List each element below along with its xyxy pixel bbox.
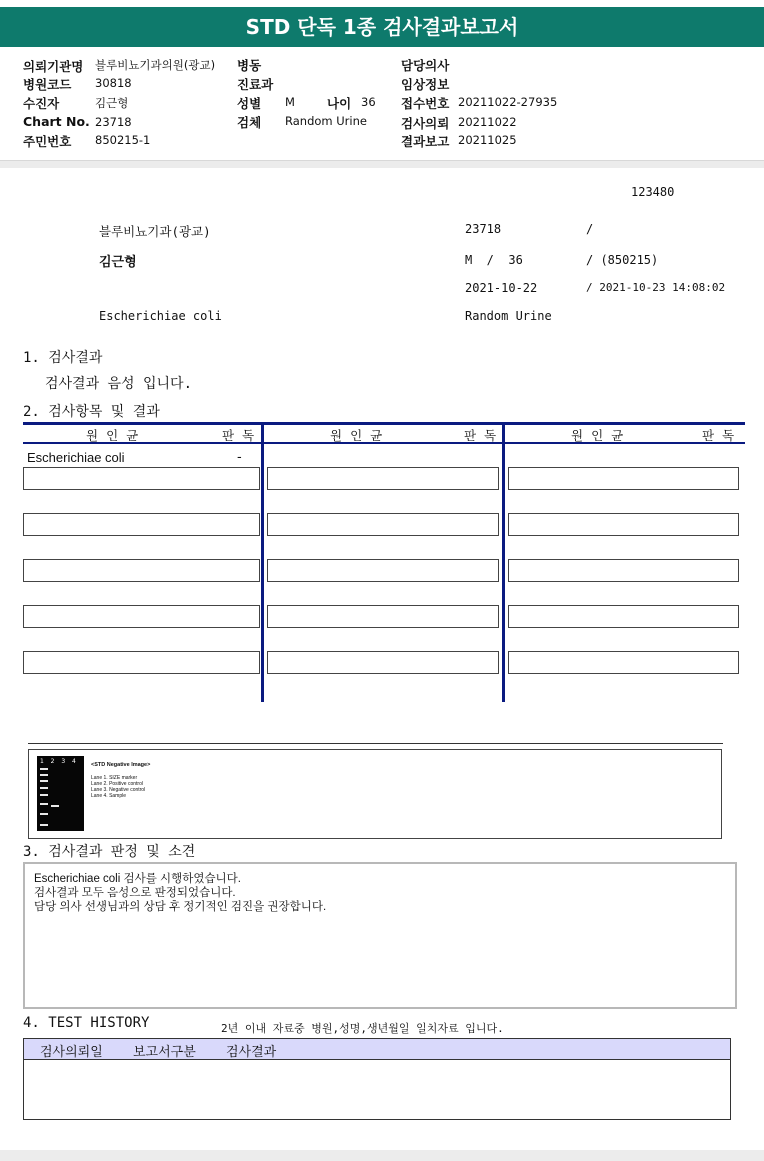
header-ssn-value: 850215-1: [95, 133, 151, 147]
header-col1-label-1: 병원코드: [23, 77, 72, 92]
history-header-date: 검사의뢰일: [23, 1038, 128, 1060]
empty-cell: [23, 651, 260, 674]
header-hospital-code-value: 30818: [95, 76, 132, 90]
summary-sex-age: M / 36: [465, 253, 523, 267]
header-patient-value: 김근형: [95, 96, 129, 110]
col-judgement-3: 판독: [702, 428, 743, 443]
header-col2-label-1: 진료과: [237, 77, 274, 92]
section1-title: 1. 검사결과: [23, 350, 103, 366]
header-receipt-value: 20211022-27935: [458, 95, 558, 109]
gel-marker-band: [40, 803, 48, 805]
empty-cell: [23, 467, 260, 490]
gel-marker-band: [40, 794, 48, 796]
section2-title: 2. 검사항목 및 결과: [23, 404, 160, 420]
gel-image: [37, 756, 84, 831]
header-chart-value: 23718: [95, 115, 132, 129]
gel-legend-item: Lane 1. SIZE marker: [91, 775, 138, 781]
header-col2-label-0: 병동: [237, 58, 262, 73]
empty-cell: [23, 605, 260, 628]
opinion-box: [23, 862, 737, 1009]
empty-cell: [508, 513, 739, 536]
empty-cell: [267, 513, 499, 536]
header-col2-label-2: 성별: [237, 96, 262, 111]
gel-legend-item: Lane 4. Sample: [91, 793, 127, 799]
gel-lane-numbers: 1 2 3 4: [40, 758, 77, 765]
header-report-value: 20211025: [458, 133, 517, 147]
col-pathogen-1: 원인균: [86, 428, 147, 443]
header-col1-row-0: 의뢰기관명: [23, 59, 84, 74]
section1-text: 검사결과 음성 입니다.: [45, 376, 193, 392]
empty-cell: [508, 467, 739, 490]
header-col3-label-4: 결과보고: [401, 134, 450, 149]
empty-cell: [508, 605, 739, 628]
header-col1-label-2: 수진자: [23, 96, 60, 111]
header-hospital-value: 블루비뇨기과의원(광교): [95, 58, 216, 72]
row-pathogen-result: -: [237, 450, 242, 465]
col-judgement-1: 판독: [222, 428, 263, 443]
header-age-value: 36: [361, 95, 376, 109]
summary-birth: / (850215): [586, 253, 659, 267]
opinion-line: Escherichiae coli 검사를 시행하였습니다.: [34, 873, 241, 885]
empty-cell: [267, 651, 499, 674]
opinion-line: 담당 의사 선생님과의 상담 후 정기적인 검진을 권장합니다.: [34, 901, 327, 913]
gel-legend-item: Lane 3. Negative control: [91, 787, 146, 793]
header-col1-label-3: Chart No.: [23, 114, 90, 129]
empty-cell: [267, 559, 499, 582]
row-pathogen-name: Escherichiae coli: [27, 450, 125, 465]
summary-chart: 23718: [465, 222, 502, 236]
table-divider-1: [261, 422, 264, 702]
summary-organism: Escherichiae coli: [99, 309, 222, 323]
header-age-label: 나이: [327, 96, 352, 111]
table-top-rule: [23, 422, 745, 425]
empty-cell: [508, 559, 739, 582]
gel-marker-band: [40, 787, 48, 789]
gel-legend: [91, 775, 145, 799]
summary-code: 123480: [631, 185, 675, 199]
report-title: STD 단독 1종 검사결과보고서: [0, 7, 764, 47]
section4-title: 4. TEST HISTORY: [23, 1015, 150, 1031]
summary-date-request: 2021-10-22: [465, 281, 538, 295]
footer-bar: [0, 1150, 764, 1161]
gel-legend-item: Lane 2. Positive control: [91, 781, 143, 787]
empty-cell: [23, 513, 260, 536]
history-cell: [217, 1060, 731, 1120]
header-request-value: 20211022: [458, 115, 517, 129]
gel-image-frame: [28, 749, 722, 839]
gel-caption-title: <STD Negative Image>: [91, 762, 151, 768]
col-pathogen-3: 원인균: [571, 428, 632, 443]
summary-specimen: Random Urine: [465, 309, 552, 323]
opinion-text: [34, 872, 326, 914]
section3-title: 3. 검사결과 판정 및 소견: [23, 844, 196, 860]
header-col3-label-1: 임상정보: [401, 77, 450, 92]
history-header-type: 보고서구분: [127, 1038, 218, 1060]
gel-positive-band: [51, 805, 59, 807]
header-specimen-value: Random Urine: [285, 114, 367, 128]
header-col3-label-0: 담당의사: [401, 58, 450, 73]
empty-cell: [23, 559, 260, 582]
summary-date-report: / 2021-10-23 14:08:02: [586, 281, 726, 294]
header-col1-label-4: 주민번호: [23, 134, 72, 149]
opinion-line: 검사결과 모두 음성으로 판정되었습니다.: [34, 887, 236, 899]
summary-hospital: 블루비뇨기과(광교): [99, 224, 211, 239]
empty-cell: [267, 467, 499, 490]
header-col3-label-2: 접수번호: [401, 96, 450, 111]
history-cell: [23, 1060, 128, 1120]
gel-marker-band: [40, 780, 48, 782]
history-cell: [127, 1060, 218, 1120]
col-judgement-2: 판독: [464, 428, 505, 443]
gel-marker-band: [40, 813, 48, 815]
header-col3-label-3: 검사의뢰: [401, 116, 450, 131]
section4-note: 2년 이내 자료중 병원,성명,생년월일 일치자료 입니다.: [221, 1022, 504, 1035]
header-col2-label-3: 검체: [237, 115, 262, 130]
gel-marker-band: [40, 768, 48, 770]
col-pathogen-2: 원인균: [330, 428, 391, 443]
gel-marker-band: [40, 824, 48, 826]
history-header-result: 검사결과: [217, 1038, 731, 1060]
header-sex-value: M: [285, 95, 295, 109]
header-separator: [0, 160, 764, 168]
summary-patient: 김근형: [99, 255, 137, 270]
summary-chart-slash: /: [586, 222, 594, 236]
table-divider-2: [502, 422, 505, 702]
empty-cell: [508, 651, 739, 674]
gel-top-rule: [28, 743, 723, 744]
gel-marker-band: [40, 774, 48, 776]
empty-cell: [267, 605, 499, 628]
